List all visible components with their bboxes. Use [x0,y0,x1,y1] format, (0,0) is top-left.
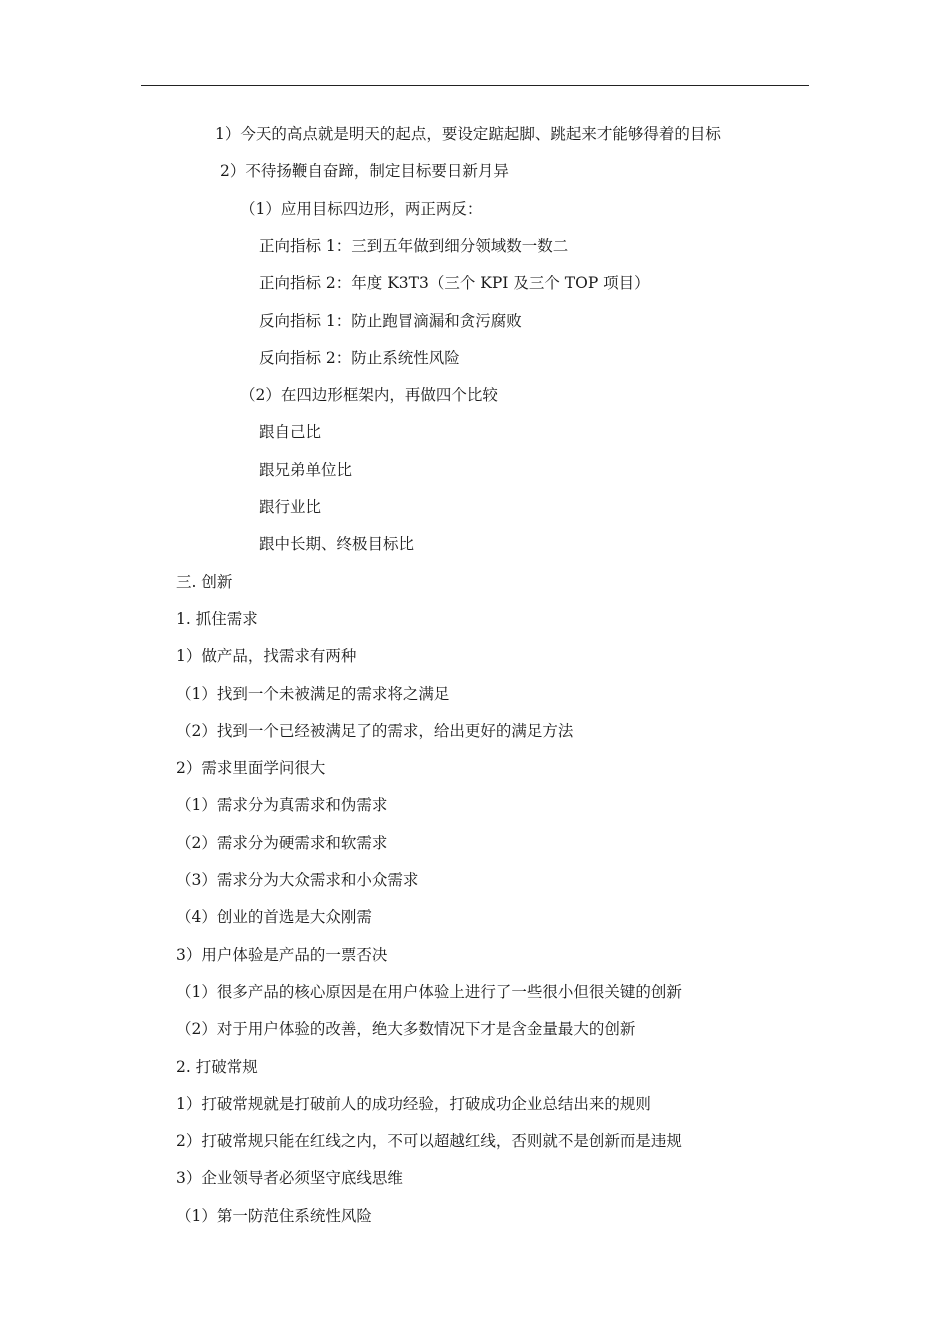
text-line: （1）第一防范住系统性风险 [176,1206,372,1225]
text-line: 2）需求里面学问很大 [176,759,326,778]
text-line: 1）今天的高点就是明天的起点，要设定踮起脚、跳起来才能够得着的目标 [215,125,721,143]
text-line: 反向指标 2：防止系统性风险 [259,348,460,367]
text-line: （1）很多产品的核心原因是在用户体验上进行了一些很小但很关键的创新 [176,982,682,1001]
header-rule [141,85,809,86]
text-line: 跟自己比 [259,423,322,442]
text-line: 1）打破常规就是打破前人的成功经验，打破成功企业总结出来的规则 [176,1094,651,1113]
subsection-heading: 2. 打破常规 [176,1057,258,1076]
text-line: （4）创业的首选是大众刚需 [176,908,372,927]
text-line: （1）需求分为真需求和伪需求 [176,796,388,815]
text-line: 跟行业比 [259,498,322,516]
text-line: 正向指标 1：三到五年做到细分领域数一数二 [259,236,569,255]
text-line: 1）做产品，找需求有两种 [176,647,357,666]
text-line: （2）对于用户体验的改善，绝大多数情况下才是含金量最大的创新 [176,1020,636,1039]
text-line: 跟中长期、终极目标比 [259,535,415,554]
text-line: （1）找到一个未被满足的需求将之满足 [176,684,450,703]
text-line: 跟兄弟单位比 [259,460,353,479]
text-line: 反向指标 1：防止跑冒滴漏和贪污腐败 [259,311,522,330]
text-line: 2）不待扬鞭自奋蹄，制定目标要日新月异 [220,162,509,181]
text-line: 正向指标 2：年度 K3T3（三个 KPI 及三个 TOP 项目） [259,274,650,293]
text-line: （2）在四边形框架内，再做四个比较 [240,386,498,405]
section-heading: 三. 创新 [176,572,233,591]
text-line: 2）打破常规只能在红线之内，不可以超越红线，否则就不是创新而是违规 [176,1132,682,1151]
subsection-heading: 1. 抓住需求 [176,609,258,628]
text-line: （3）需求分为大众需求和小众需求 [176,871,419,889]
text-line: （1）应用目标四边形，两正两反： [240,199,483,218]
text-line: （2）需求分为硬需求和软需求 [176,833,388,852]
text-line: 3）企业领导者必须坚守底线思维 [176,1169,403,1188]
text-line: （2）找到一个已经被满足了的需求，给出更好的满足方法 [176,721,574,740]
text-line: 3）用户体验是产品的一票否决 [176,945,388,964]
